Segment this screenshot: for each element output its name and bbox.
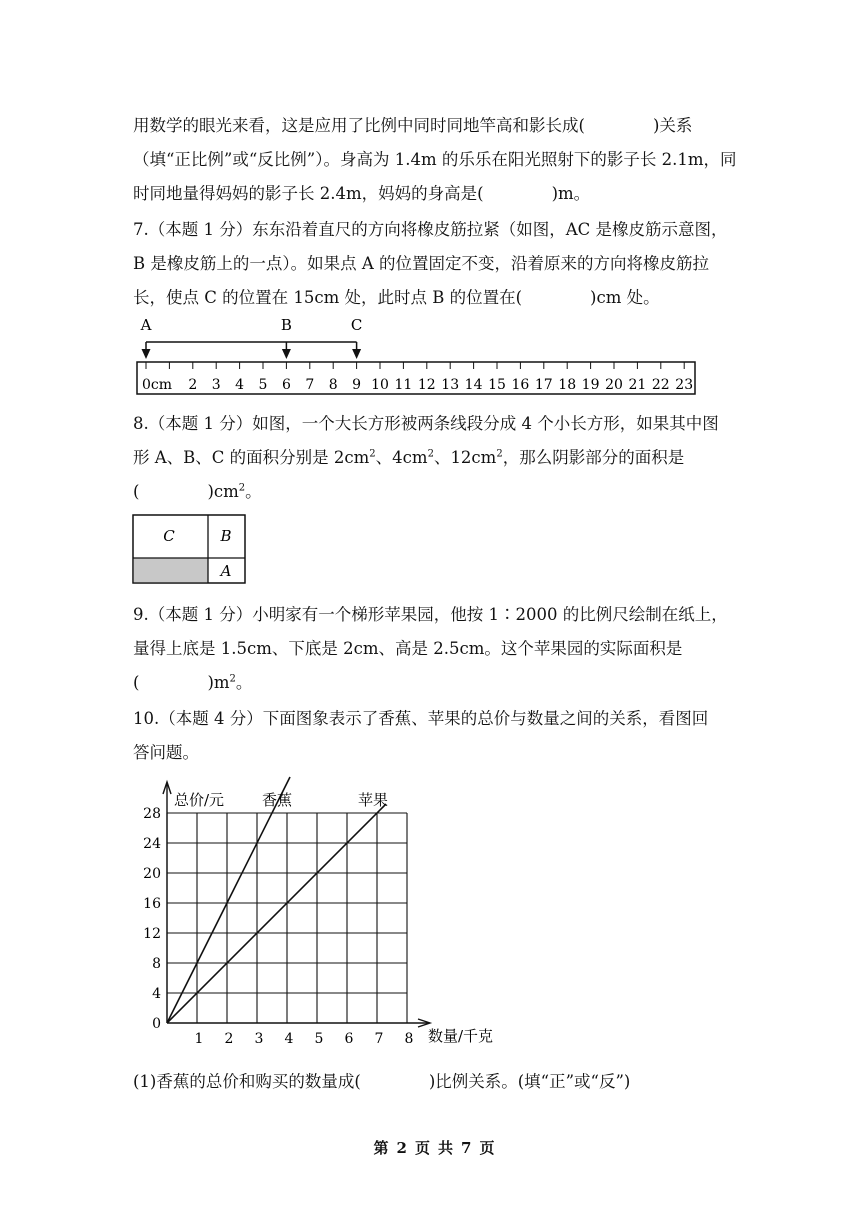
q10-sub1 <box>133 1068 630 1092</box>
page-number: 2 <box>396 1139 407 1157</box>
point-arrow-head <box>282 349 291 359</box>
point-label-c: C <box>350 316 363 334</box>
ruler-tick-label: 20 <box>605 377 623 393</box>
series-label-apple: 苹果 <box>358 791 389 809</box>
footer-text: 页 <box>414 1139 430 1157</box>
sup-2: 2 <box>229 673 236 685</box>
q8-text-2a: 形 A、B、C 的面积分别是 2cm <box>133 448 370 467</box>
x-tick-label: 6 <box>344 1031 354 1047</box>
q9-line-2: 量得上底是 1.5cm、下底是 2cm、高是 2.5cm。这个苹果园的实际面积是 <box>133 639 683 658</box>
ruler-tick-label: 19 <box>581 377 600 393</box>
q9-line-1: 9.（本题 1 分）小明家有一个梯形苹果园，他按 1∶2000 的比例尺绘制在纸上， <box>133 605 728 624</box>
ruler-diagram <box>0 0 868 400</box>
footer-text: 共 <box>438 1139 454 1157</box>
q8-line-2 <box>133 444 684 468</box>
q8-text-3b: )cm <box>207 482 239 501</box>
x-axis-label: 数量/千克 <box>428 1027 494 1045</box>
ruler-tick-label: 16 <box>511 377 530 393</box>
y-tick-label: 12 <box>143 926 161 942</box>
label-a: A <box>220 562 232 580</box>
q7-text-3b: )cm 处。 <box>590 288 660 307</box>
shaded-rectangle <box>133 558 208 583</box>
ruler-tick-label: 17 <box>534 377 553 393</box>
ruler-tick-label: 23 <box>675 377 694 393</box>
series-line-apple <box>167 804 386 1023</box>
footer-text: 第 <box>373 1139 389 1157</box>
q9-text-3b: )m <box>207 673 230 692</box>
ruler-tick-label: 4 <box>235 377 245 393</box>
q7-line-1: 7.（本题 1 分）东东沿着直尺的方向将橡皮筋拉紧（如图，AC 是橡皮筋示意图， <box>133 220 728 239</box>
ruler-tick-label: 6 <box>281 377 291 393</box>
label-c: C <box>163 527 175 545</box>
ruler-tick-label: 7 <box>305 377 315 393</box>
ruler-tick-label: 2 <box>188 377 198 393</box>
q9-text-3a: ( <box>133 673 140 692</box>
x-tick-label: 1 <box>194 1031 204 1047</box>
q6-line-2: （填“正比例”或“反比例”）。身高为 1.4m 的乐乐在阳光照射下的影子长 2.1m，同 <box>133 150 737 169</box>
ruler-tick-label: 5 <box>258 377 268 393</box>
q8-text-2d: ，那么阴影部分的面积是 <box>502 448 685 467</box>
q8-text-2b: 、4cm <box>375 448 428 467</box>
ruler-tick-label: 21 <box>628 377 647 393</box>
q9-text-3c: 。 <box>235 673 253 692</box>
ruler-tick-label: 8 <box>328 377 338 393</box>
point-label-a: A <box>140 316 152 334</box>
sup-2: 2 <box>238 482 246 494</box>
q7-text-3a: 长，使点 C 的位置在 15cm 处，此时点 B 的位置在( <box>133 288 523 307</box>
ruler-tick-label: 22 <box>651 377 670 393</box>
q9-line-3 <box>133 669 252 693</box>
q10-line-1: 10.（本题 4 分）下面图象表示了香蕉、苹果的总价与数量之间的关系，看图回 <box>133 709 709 728</box>
rectangle-diagram <box>131 513 249 585</box>
ruler-tick-label: 13 <box>441 377 460 393</box>
ruler-tick-label: 15 <box>488 377 506 393</box>
q8-text-3a: ( <box>133 482 140 501</box>
ruler-tick-label: 11 <box>394 377 413 393</box>
point-arrow-head <box>142 349 151 359</box>
q8-line-3 <box>133 478 262 502</box>
q10-sub1-text-b: )比例关系。(填“正”或“反”) <box>428 1072 631 1091</box>
y-tick-label: 8 <box>152 956 161 972</box>
y-tick-label: 16 <box>143 896 161 912</box>
series-label-banana: 香蕉 <box>262 791 293 809</box>
q10-sub1-text-a: (1)香蕉的总价和购买的数量成( <box>133 1072 361 1091</box>
sup-2: 2 <box>496 448 503 460</box>
y-tick-label: 24 <box>143 836 161 852</box>
x-tick-label: 4 <box>284 1031 294 1047</box>
ruler-tick-label: 14 <box>464 377 483 393</box>
x-tick-label: 3 <box>254 1031 264 1047</box>
ruler-tick-label: 3 <box>211 377 221 393</box>
y-tick-label: 0 <box>152 1016 161 1032</box>
q6-text-1a: 用数学的眼光来看，这是应用了比例中同时同地竿高和影长成( <box>133 116 585 135</box>
q6-text-3b: )m。 <box>551 184 591 203</box>
q6-text-3a: 时同地量得妈妈的影子长 2.4m，妈妈的身高是( <box>133 184 484 203</box>
q8-text-3c: 。 <box>245 482 262 501</box>
x-tick-label: 5 <box>314 1031 324 1047</box>
footer-text: 页 <box>479 1139 495 1157</box>
total-pages: 7 <box>461 1139 472 1157</box>
y-tick-label: 4 <box>152 986 161 1002</box>
series-line-banana <box>167 777 293 1023</box>
ruler-tick-label: 10 <box>371 377 389 393</box>
point-label-b: B <box>280 316 292 334</box>
ruler-tick-label: 9 <box>352 377 362 393</box>
q8-line-1: 8.（本题 1 分）如图，一个大长方形被两条线段分成 4 个小长方形，如果其中图 <box>133 414 719 433</box>
y-axis-label: 总价/元 <box>174 791 225 809</box>
page-footer <box>0 1137 868 1158</box>
q7-line-2: B 是橡皮筋上的一点）。如果点 A 的位置固定不变，沿着原来的方向将橡皮筋拉 <box>133 254 710 273</box>
label-b: B <box>220 527 232 545</box>
point-arrow-head <box>352 349 361 359</box>
y-tick-label: 28 <box>143 806 161 822</box>
q6-text-1b: )关系 <box>652 116 693 135</box>
sup-2: 2 <box>427 448 434 460</box>
x-tick-label: 2 <box>224 1031 234 1047</box>
ruler-tick-label: 18 <box>558 377 577 393</box>
price-quantity-chart <box>0 770 868 1060</box>
q8-text-2c: 、12cm <box>433 448 497 467</box>
sup-2: 2 <box>369 448 376 460</box>
x-tick-label: 8 <box>404 1031 414 1047</box>
x-tick-label: 7 <box>374 1031 384 1047</box>
y-tick-label: 20 <box>143 866 161 882</box>
ruler-tick-label: 12 <box>417 377 436 393</box>
ruler-tick-label: 0cm <box>142 377 173 393</box>
q10-line-2: 答问题。 <box>133 743 199 762</box>
